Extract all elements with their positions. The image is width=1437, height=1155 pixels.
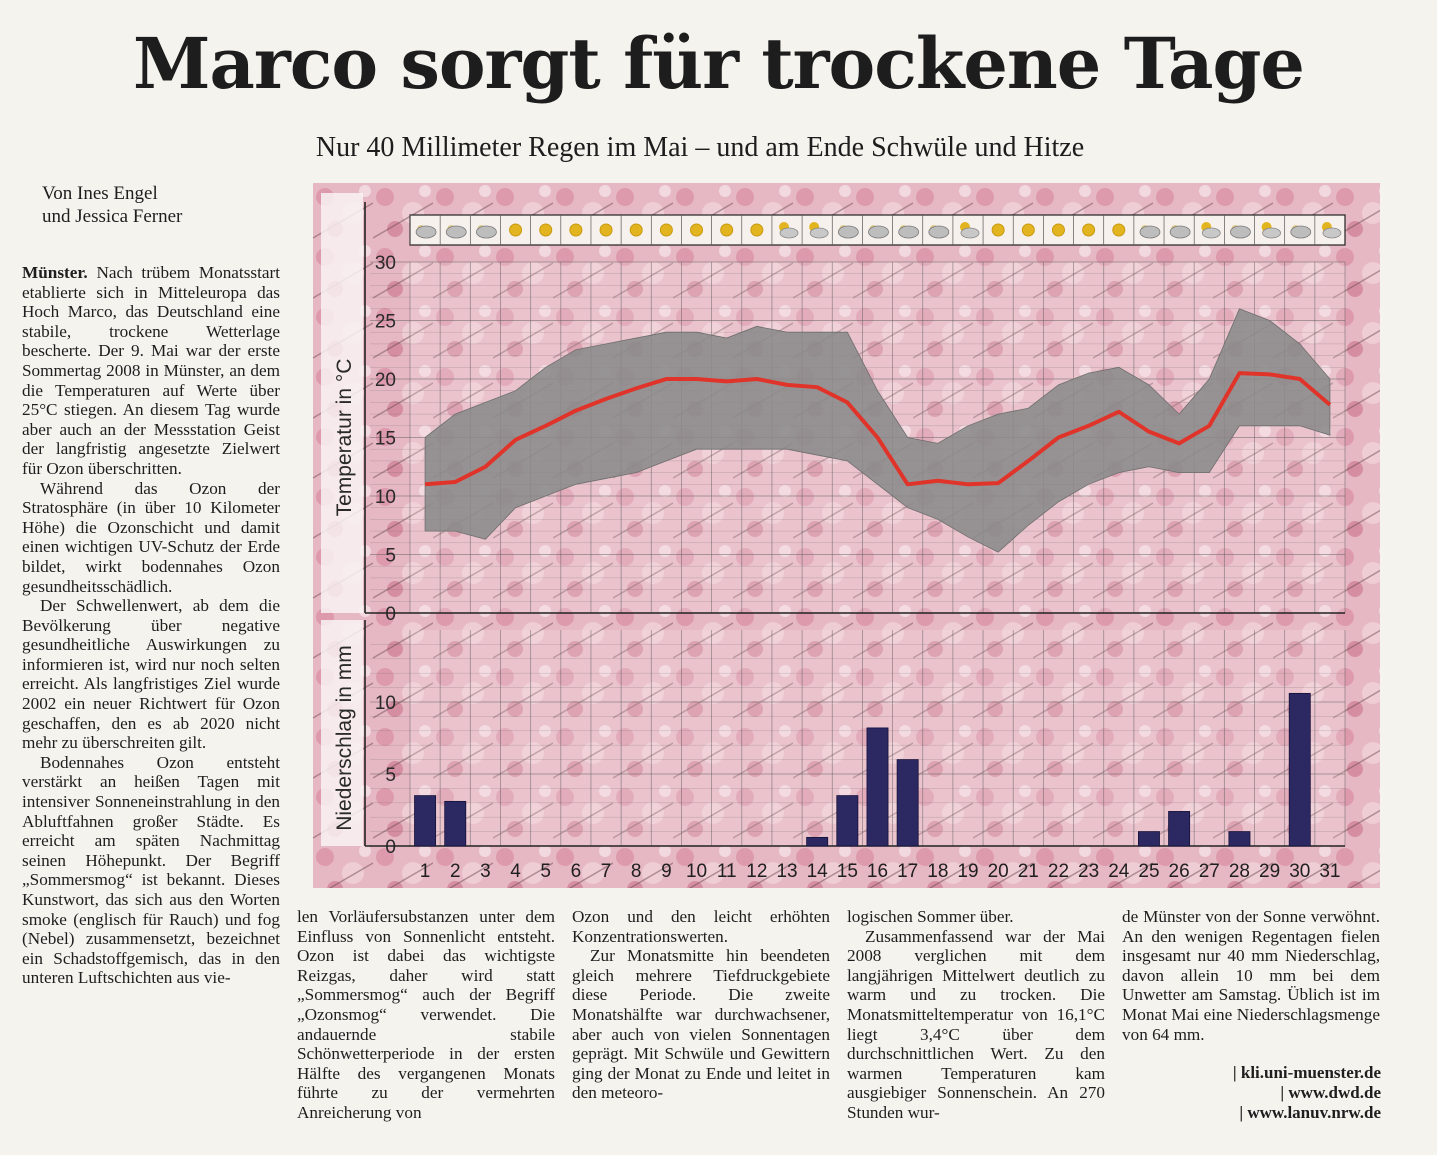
x-tick-label: 29	[1259, 861, 1281, 882]
article-column-4	[847, 907, 1105, 1123]
source-link[interactable]: | www.dwd.de	[1280, 1083, 1381, 1102]
cloud-icon	[929, 226, 949, 238]
precipitation-bar	[807, 837, 828, 846]
x-tick-label: 16	[866, 861, 889, 882]
cloud-icon	[476, 226, 496, 238]
cloud-icon	[810, 228, 828, 238]
x-tick-label: 28	[1228, 861, 1251, 882]
article-paragraph: len Vorläufersubstanzen unter dem Einfluss von Sonnenlicht entsteht. Ozon ist dabei das wichtigste Reizgas, daher wird statt „Sommersmog“ auch der Begriff „Ozonsmog“ verwendet. Die andauernde stabile Schönwetterperiode in der ersten Hälfte des vergangenen Monats führte zu der vermehrten Anreicherung von	[297, 907, 555, 1122]
article-column-2	[297, 907, 555, 1123]
x-tick-label: 5	[540, 861, 552, 882]
x-tick-label: 20	[987, 861, 1009, 882]
precipitation-bar	[445, 801, 466, 846]
cloud-icon	[446, 226, 466, 238]
y-tick-label: 0	[385, 837, 396, 858]
cloud-icon	[780, 228, 798, 238]
cloud-icon	[1202, 228, 1220, 238]
x-tick-label: 13	[776, 861, 798, 882]
y-tick-label: 20	[374, 370, 396, 391]
x-tick-label: 31	[1319, 861, 1341, 882]
x-tick-label: 6	[570, 861, 582, 882]
sun-icon	[630, 224, 642, 236]
cloud-icon	[1263, 228, 1281, 238]
cloud-icon	[1170, 226, 1190, 238]
x-tick-label: 14	[806, 861, 828, 882]
x-tick-label: 19	[957, 861, 979, 882]
temperature-axis-label: Temperatur in °C	[333, 358, 356, 517]
precipitation-axis-label: Niederschlag in mm	[333, 645, 356, 831]
cloud-icon	[1230, 226, 1250, 238]
y-tick-label: 10	[374, 487, 396, 508]
source-text: www.dwd.de	[1288, 1083, 1381, 1102]
article-column-5	[1122, 907, 1380, 1044]
article-paragraph: Zusammenfassend war der Mai 2008 verglichen mit dem langjährigen Mittelwert deutlich zu warm und zu trocken. Die Monatsmitteltemperatur von 16,1°C liegt 3,4°C über dem durchschnittlichen Wert. Zu den warmen Temperaturen kam ausgiebiger Sonnenschein. An 270 Stunden wur-	[847, 926, 1105, 1122]
weather-chart	[313, 183, 1380, 888]
x-tick-label: 18	[927, 861, 949, 882]
source-text: kli.uni-muenster.de	[1240, 1063, 1381, 1082]
x-tick-label: 1	[419, 861, 431, 882]
y-tick-label: 5	[385, 765, 396, 786]
weather-chart-svg	[313, 183, 1380, 888]
sun-icon	[992, 224, 1004, 236]
x-tick-label: 23	[1078, 861, 1100, 882]
x-tick-label: 24	[1108, 861, 1130, 882]
precipitation-bar	[415, 796, 436, 846]
sun-icon	[721, 224, 733, 236]
source-text: www.lanuv.nrw.de	[1247, 1103, 1381, 1122]
cloud-icon	[1140, 226, 1160, 238]
paragraph-text: Nach trübem Monatsstart etablierte sich in Mitteleuropa das Hoch Marco, das Deutschland eine stabile, trockene Wetterlage bescherte. Der 9. Mai war der erste Sommertag 2008 in Münster, an dem die Temperaturen auf Werte über 25°C stiegen. An diesem Tag wurde aber auch an der Messstation Geist der langfristig angesetzte Zielwert für Ozon überschritten.	[22, 263, 280, 478]
x-tick-label: 27	[1198, 861, 1220, 882]
sun-icon	[540, 224, 552, 236]
x-tick-label: 15	[836, 861, 858, 882]
y-tick-label: 15	[374, 428, 396, 450]
article-paragraph: Während das Ozon der Stratosphäre (in über 10 Kilometer Höhe) die Ozonschicht und damit einen wichtigen UV-Schutz der Erde bildet, wirkt bodennahes Ozon gesundheitsschädlich.	[22, 478, 280, 596]
precipitation-bar	[837, 796, 858, 846]
x-tick-label: 9	[661, 861, 672, 882]
x-tick-label: 7	[600, 861, 612, 882]
sun-icon	[1022, 224, 1034, 236]
byline-line: und Jessica Ferner	[42, 206, 183, 227]
article-paragraph: Der Schwellenwert, ab dem die Bevölkerung über negative gesundheitliche Auswirkungen zu informieren ist, wird nur noch selten erreicht. Als langfristiges Ziel wurde 2002 ein neuer Richtwert für Ozon geschaffen, den es ab 2020 nicht mehr zu überschreiten gilt.	[22, 596, 280, 753]
y-tick-label: 30	[374, 253, 396, 274]
article-paragraph	[22, 263, 280, 479]
x-tick-label: 8	[630, 861, 642, 882]
article-paragraph: de Münster von der Sonne verwöhnt. An den wenigen Regentagen fielen insgesamt nur 40 mm Niederschlag, davon allein 10 mm bei dem Unwetter am Samstag. Üblich ist im Monat Mai eine Niederschlagsmenge von 64 mm.	[1122, 907, 1380, 1044]
article-paragraph: Ozon und den leicht erhöhten Konzentrationswerten.	[572, 907, 830, 946]
cloud-icon	[416, 226, 436, 238]
sun-icon	[660, 224, 672, 236]
sun-icon	[1083, 224, 1095, 236]
article-column-3	[572, 907, 830, 1103]
y-tick-label: 5	[385, 545, 396, 567]
byline-line: Von Ines Engel	[42, 183, 158, 204]
x-tick-label: 22	[1047, 861, 1070, 882]
sun-icon	[510, 224, 522, 236]
precipitation-bar	[1138, 832, 1159, 846]
byline	[42, 182, 182, 228]
sun-icon	[751, 224, 763, 236]
cloud-icon	[838, 226, 858, 238]
sun-icon	[691, 224, 703, 236]
subheadline: Nur 40 Millimeter Regen im Mai – und am Ende Schwüle und Hitze	[315, 132, 1085, 163]
x-tick-label: 25	[1138, 861, 1160, 882]
article-paragraph: Zur Monatsmitte hin beendeten gleich mehrere Tiefdruckgebiete diese Periode. Die zweite Monatshälfte war durchwachsener, aber auch von vielen Sonnentagen geprägt. Mit Schwüle und Gewittern ging der Monat zu Ende und leitet in den meteoro-	[572, 946, 830, 1103]
x-tick-label: 21	[1017, 861, 1039, 882]
sun-icon	[1052, 224, 1064, 236]
dateline: Münster.	[22, 263, 88, 282]
x-tick-label: 4	[510, 861, 521, 882]
x-tick-label: 30	[1289, 861, 1311, 882]
x-tick-label: 11	[716, 861, 737, 882]
sun-icon	[1113, 224, 1125, 236]
article-paragraph: logischen Sommer über.	[847, 907, 1014, 926]
cloud-icon	[899, 226, 919, 238]
source-link[interactable]: | www.lanuv.nrw.de	[1239, 1103, 1381, 1122]
article-column-1	[22, 263, 280, 988]
source-link[interactable]: | kli.uni-muenster.de	[1232, 1063, 1381, 1082]
precipitation-bar	[1289, 693, 1310, 846]
cloud-icon	[869, 226, 889, 238]
x-tick-label: 10	[685, 861, 708, 882]
y-tick-label: 25	[374, 311, 396, 333]
precipitation-bar	[897, 760, 918, 846]
precipitation-bar	[1229, 832, 1250, 846]
article-paragraph: Bodennahes Ozon entsteht verstärkt an heißen Tagen mit intensiver Sonneneinstrahlung in den Abluftfahnen großer Städte. Es erreicht am späten Nachmittag seinen Höhepunkt. Der Begriff „Sommersmog“ ist bekannt. Dieses Kunstwort, das sich aus den Worten smoke (englisch für Rauch) und fog (Nebel) zusammensetzt, bezeichnet ein Schadstoffgemisch, das in den unteren Luftschichten aus vie-	[22, 752, 280, 988]
x-tick-label: 26	[1168, 861, 1190, 882]
cloud-icon	[1323, 228, 1341, 238]
x-tick-label: 12	[746, 861, 768, 882]
x-tick-label: 3	[480, 861, 491, 882]
y-tick-label: 0	[385, 604, 396, 625]
cloud-icon	[961, 228, 979, 238]
cloud-icon	[1291, 226, 1311, 238]
x-tick-label: 17	[897, 861, 919, 882]
headline: Marco sorgt für trockene Tage	[133, 22, 1304, 105]
sun-icon	[600, 224, 612, 236]
y-tick-label: 10	[374, 693, 396, 714]
precipitation-bar	[867, 728, 888, 846]
x-tick-label: 2	[449, 861, 461, 882]
precipitation-bar	[1169, 811, 1190, 846]
sun-icon	[570, 224, 582, 236]
